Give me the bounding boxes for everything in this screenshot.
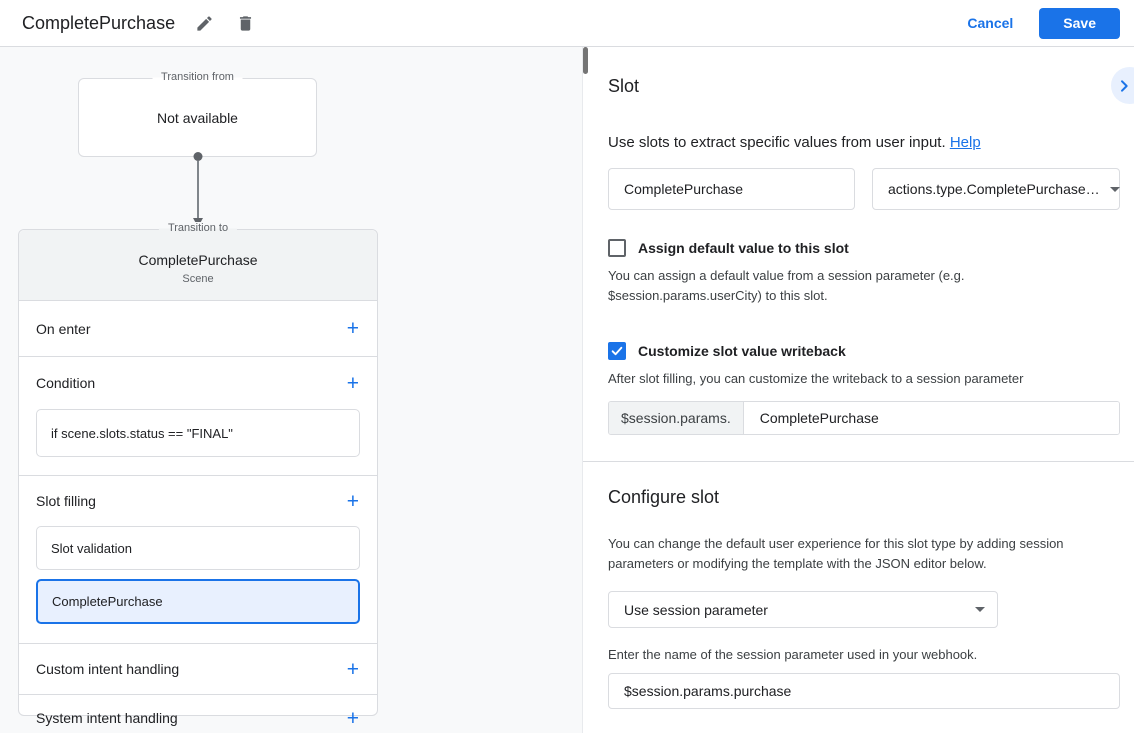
checkmark-icon <box>610 344 624 358</box>
slot-detail-panel <box>583 47 1134 733</box>
add-condition-button[interactable]: + <box>343 373 363 394</box>
arrow-line <box>197 161 199 218</box>
scene-graph-canvas[interactable] <box>0 47 583 733</box>
add-slot-button[interactable]: + <box>343 491 363 512</box>
writeback-label: Customize slot value writeback <box>638 343 846 359</box>
help-link[interactable]: Help <box>949 134 981 151</box>
writeback-description: After slot filling, you can customize the writeback to a session parameter <box>608 371 1024 386</box>
topbar-actions <box>967 8 1120 39</box>
slot-filling-section <box>19 476 377 644</box>
writeback-row[interactable] <box>608 342 1120 360</box>
condition-card[interactable]: if scene.slots.status == "FINAL" <box>36 409 360 457</box>
trash-icon <box>236 14 255 33</box>
add-on-enter-button[interactable]: + <box>343 318 363 339</box>
scene-subtitle: Scene <box>182 272 214 285</box>
intro-text: Use slots to extract specific values from user input. <box>608 134 946 151</box>
connector-dot <box>193 152 202 161</box>
save-button[interactable]: Save <box>1039 8 1120 39</box>
system-intent-section <box>19 695 377 741</box>
panel-divider <box>583 461 1134 462</box>
transition-from-value: Not available <box>157 109 238 126</box>
assign-default-checkbox[interactable] <box>608 239 626 257</box>
panel-intro <box>608 134 1120 151</box>
writeback-param-field <box>608 401 1120 435</box>
delete-scene-button[interactable] <box>234 12 257 35</box>
writeback-checkbox[interactable] <box>608 342 626 360</box>
collapse-panel-button[interactable] <box>1111 67 1134 104</box>
transition-from-node <box>78 71 317 157</box>
writeback-param-prefix: $session.params. <box>609 402 744 434</box>
header <box>0 0 1134 47</box>
slot-card-selected[interactable]: CompletePurchase <box>36 579 360 624</box>
scene-title: CompletePurchase <box>138 251 258 268</box>
slot-config-value: Use session parameter <box>624 601 768 618</box>
cancel-button[interactable]: Cancel <box>967 15 1014 31</box>
scene-header[interactable] <box>19 230 377 301</box>
scrollbar-thumb[interactable] <box>583 47 588 74</box>
custom-intent-section <box>19 644 377 695</box>
slot-validation-card[interactable]: Slot validation <box>36 526 360 570</box>
transition-arrow <box>192 161 203 227</box>
slot-name-input[interactable] <box>608 168 855 210</box>
condition-section <box>19 357 377 476</box>
writeback-param-input[interactable] <box>744 402 1119 434</box>
add-system-intent-button[interactable]: + <box>343 708 363 729</box>
session-parameter-input[interactable] <box>608 673 1120 709</box>
pencil-icon <box>195 14 214 33</box>
assign-default-description: You can assign a default value from a session parameter (e.g. $session.params.userCity) to this slot. <box>608 268 965 303</box>
slot-fields-row <box>608 168 1120 210</box>
main-content <box>0 47 1134 733</box>
system-intent-label: System intent handling <box>36 710 178 726</box>
panel-title: Slot <box>608 76 640 96</box>
transition-to-node <box>18 222 378 730</box>
caret-down-icon <box>1110 187 1120 192</box>
title-group <box>22 12 257 35</box>
slot-type-value: actions.type.CompletePurchase… <box>888 181 1100 197</box>
transition-to-label: Transition to <box>159 222 237 234</box>
on-enter-label: On enter <box>36 320 91 337</box>
configure-slot-description: You can change the default user experience for this slot type by adding session parameters or modifying the template with the JSON editor below. <box>608 536 1064 571</box>
page-title: CompletePurchase <box>22 12 176 33</box>
configure-slot-title: Configure slot <box>608 487 720 507</box>
on-enter-section <box>19 301 377 357</box>
add-custom-intent-button[interactable]: + <box>343 659 363 680</box>
slot-config-select[interactable] <box>608 591 998 628</box>
assign-default-row[interactable] <box>608 239 1120 257</box>
custom-intent-label: Custom intent handling <box>36 661 180 677</box>
slot-filling-label: Slot filling <box>36 493 96 509</box>
session-parameter-label: Enter the name of the session parameter used in your webhook. <box>608 647 978 662</box>
caret-down-icon <box>975 607 985 612</box>
condition-label: Condition <box>36 375 96 391</box>
chevron-right-icon <box>1116 78 1132 94</box>
edit-title-button[interactable] <box>193 12 216 35</box>
transition-from-label: Transition from <box>152 71 243 83</box>
assign-default-label: Assign default value to this slot <box>638 240 849 256</box>
slot-type-select[interactable] <box>872 168 1120 210</box>
